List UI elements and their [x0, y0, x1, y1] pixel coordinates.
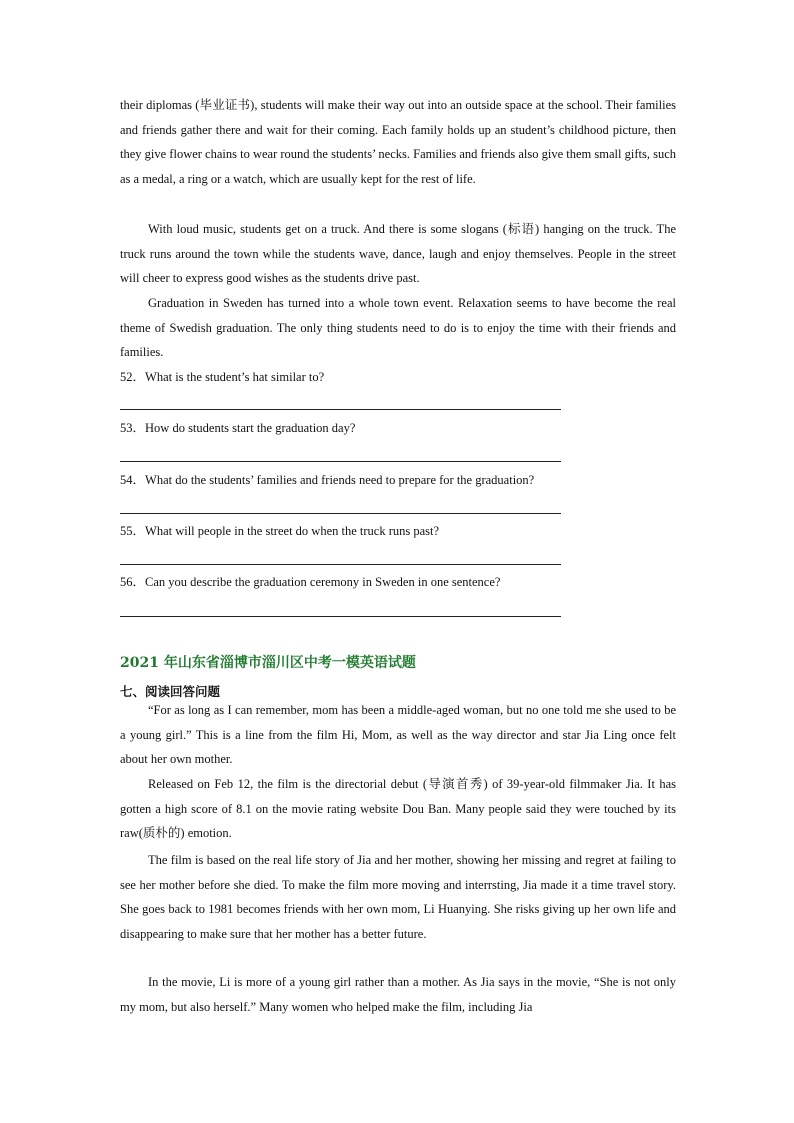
answer-line-55[interactable] — [120, 564, 561, 565]
question-number: 55． — [120, 524, 146, 538]
question-number: 56． — [120, 575, 146, 589]
question-text: What is the student’s hat similar to? — [145, 370, 325, 384]
film-paragraph-1: “For as long as I can remember, mom has been a middle-aged woman, but no one told me she used to be a young girl.” This is a line from the film Hi, Mom, as well as the way director and star Jia Ling once felt about her own mother. — [120, 703, 676, 767]
question-text: What do the students’ families and friends need to prepare for the graduation? — [145, 473, 535, 487]
exam-title-heading: 2021 年山东省淄博市淄川区中考一模英语试题 — [120, 655, 416, 671]
film-paragraph-4: In the movie, Li is more of a young girl rather than a mother. As Jia says in the movie, “She is not only my mom, but also herself.” Many women who helped make the film, including Jia — [120, 975, 676, 1014]
passage-paragraph-2: With loud music, students get on a truck. And there is some slogans (标语) hanging on the truck. The truck runs around the town while the students wave, dance, laugh and enjoy themselves. People in the street will cheer to express good wishes as the students drive past. — [120, 222, 676, 286]
answer-line-54[interactable] — [120, 513, 561, 514]
question-number: 54． — [120, 473, 146, 487]
answer-line-56[interactable] — [120, 616, 561, 617]
question-53 — [120, 418, 676, 438]
question-52 — [120, 367, 676, 387]
answer-line-53[interactable] — [120, 461, 561, 462]
film-paragraph-3: The film is based on the real life story of Jia and her mother, showing her missing and regret at failing to see her mother before she died. To make the film more moving and interrsting, Jia made it a time travel story. She goes back to 1981 becomes friends with her own mom, Li Huanying. She risks giving up her own life and disappearing to make sure that her mother has a better future. — [120, 853, 676, 941]
question-56 — [120, 572, 676, 592]
question-text: What will people in the street do when the truck runs past? — [145, 524, 440, 538]
question-number: 52． — [120, 370, 146, 384]
question-text: Can you describe the graduation ceremony in Sweden in one sentence? — [145, 575, 501, 589]
question-text: How do students start the graduation day? — [145, 421, 356, 435]
answer-line-52[interactable] — [120, 409, 561, 410]
passage-paragraph-1: their diplomas (毕业证书), students will make their way out into an outside space at the school. Their families and friends gather there and wait for their coming. Each family holds up an student’s childhood picture, then they give flower chains to wear round the students’ necks. Families and friends also give them small gifts, such as a medal, a ring or a watch, which are usually kept for the rest of life. — [120, 98, 676, 186]
passage-paragraph-3: Graduation in Sweden has turned into a whole town event. Relaxation seems to have become the real theme of Swedish graduation. The only thing students need to do is to enjoy the time with their friends and families. — [120, 296, 676, 360]
question-number: 53． — [120, 421, 146, 435]
question-55 — [120, 521, 676, 541]
section-label: 七、阅读回答问题 — [120, 684, 221, 699]
question-54 — [120, 470, 676, 490]
film-paragraph-2: Released on Feb 12, the film is the directorial debut (导演首秀) of 39-year-old filmmaker Jia. It has gotten a high score of 8.1 on the movie rating website Dou Ban. Many people said they were touched by its raw(质朴的) emotion. — [120, 777, 676, 841]
